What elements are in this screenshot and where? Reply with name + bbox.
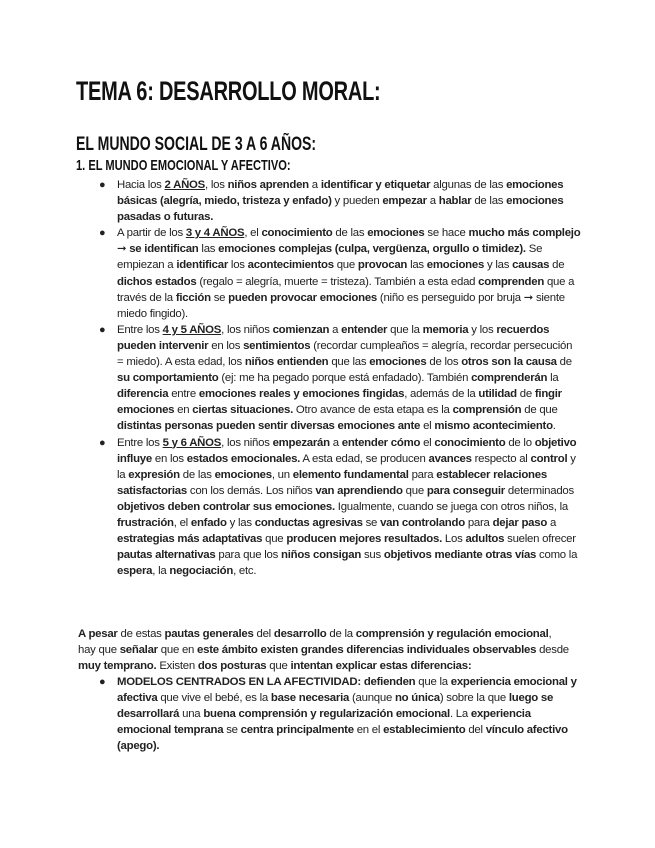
emphasis-text: adultos xyxy=(465,533,505,546)
emphasis-text: distintas personas pueden sentir diversas emociones ante xyxy=(117,420,421,433)
text-segment: que vive el bebé, es la xyxy=(157,692,271,705)
emphasis-text: acontecimientos xyxy=(247,259,334,272)
emphasis-text: mismo acontecimiento xyxy=(434,420,553,433)
emphasis-text: niños entienden xyxy=(244,356,329,369)
emphasis-text: ficción xyxy=(175,291,211,304)
text-segment: Igualmente, cuando se juega con otros niños, la xyxy=(334,500,568,513)
emphasis-text: emociones xyxy=(214,468,272,481)
emphasis-text: 4 y 5 AÑOS xyxy=(162,323,222,336)
text-segment: , los niños xyxy=(221,323,273,336)
emphasis-text: dichos estados xyxy=(117,275,197,288)
emphasis-text: experiencia emocional temprana xyxy=(117,708,531,737)
emphasis-text: elemento fundamental xyxy=(292,468,409,481)
emphasis-text: A pesar xyxy=(78,628,118,640)
text-segment: el xyxy=(420,436,435,449)
emphasis-text: establecer relaciones satisfactorias xyxy=(117,468,547,497)
emphasis-text: utilidad xyxy=(478,388,517,401)
text-segment: Otro avance de esta etapa es la xyxy=(293,404,453,417)
emphasis-text: para conseguir xyxy=(426,484,505,497)
text-segment: respecto al xyxy=(471,452,531,465)
emphasis-text: van controlando xyxy=(380,516,465,529)
text-segment: de los xyxy=(426,356,462,369)
list-item-text xyxy=(117,179,563,223)
text-segment: , hay que xyxy=(78,628,552,657)
text-segment: A partir de los xyxy=(117,227,186,240)
emphasis-text: objetivos deben controlar sus emociones. xyxy=(117,500,335,513)
text-segment: y pueden xyxy=(331,195,383,208)
text-segment: la xyxy=(547,372,559,385)
emphasis-text: luego se desarrollará xyxy=(117,692,554,721)
list-item-text xyxy=(117,676,577,752)
text-segment: se xyxy=(223,724,241,737)
text-segment: para xyxy=(464,516,493,529)
emphasis-text: objetivos mediante otras vías xyxy=(383,549,537,562)
emotional-development-list xyxy=(0,177,655,579)
emphasis-text: causas xyxy=(512,259,550,272)
emphasis-text: conocimiento xyxy=(261,227,333,240)
text-segment: y la xyxy=(117,452,576,481)
text-segment: del xyxy=(465,724,486,737)
text-segment: de xyxy=(549,259,565,272)
postures-list xyxy=(0,674,655,754)
text-segment: sus xyxy=(361,549,384,562)
emphasis-text: emociones xyxy=(369,356,427,369)
paragraph-text xyxy=(78,628,569,672)
text-segment: y las xyxy=(226,516,255,529)
emphasis-text: niños consigan xyxy=(280,549,362,562)
text-segment: para que los xyxy=(215,549,281,562)
text-segment: Los xyxy=(442,533,466,546)
emphasis-text: intentan explicar estas diferencias: xyxy=(290,660,472,673)
bullet-icon: ● xyxy=(99,436,106,449)
bullet-icon: ● xyxy=(99,179,106,191)
list-item xyxy=(0,435,581,580)
emphasis-text: emociones xyxy=(367,227,425,240)
emphasis-text: dejar paso xyxy=(492,516,548,529)
text-segment: Se empiezan a xyxy=(117,243,543,272)
emphasis-text: expresión xyxy=(128,468,180,481)
emphasis-text: frustración xyxy=(117,516,174,529)
text-segment: (ej: me ha pegado porque está enfadado). También xyxy=(218,372,472,385)
emphasis-text: empezar xyxy=(382,195,427,208)
text-segment: para xyxy=(408,468,437,481)
text-segment: , el xyxy=(173,516,191,529)
text-segment: (aunque xyxy=(349,692,395,705)
text-segment: de las xyxy=(471,195,507,208)
text-segment: , además de la xyxy=(404,388,479,401)
emphasis-text: sentimientos xyxy=(243,339,311,352)
text-segment: de xyxy=(556,356,572,369)
emphasis-text: comprenden xyxy=(478,275,545,288)
text-segment: como la xyxy=(536,549,578,562)
text-segment: Existen xyxy=(156,660,198,673)
text-segment: que xyxy=(402,484,427,497)
emphasis-text: comprensión y regulación emocional xyxy=(355,628,549,640)
text-segment: se xyxy=(362,516,381,529)
emphasis-text: conocimiento xyxy=(434,436,506,449)
emphasis-text: fingir emociones xyxy=(117,388,562,417)
emphasis-text: comprenderán xyxy=(471,372,548,385)
text-segment: (niño es perseguido por bruja ➞ siente miedo fingido). xyxy=(117,291,565,320)
text-segment: que xyxy=(262,533,287,546)
emphasis-text: muy temprano. xyxy=(78,660,157,673)
emphasis-text: memoria xyxy=(422,323,469,336)
text-segment: y los xyxy=(468,323,497,336)
text-segment: , etc. xyxy=(233,565,257,578)
subsection-title: 1. EL MUNDO EMOCIONAL Y AFECTIVO: xyxy=(76,157,291,174)
text-segment: que la xyxy=(387,323,423,336)
list-item xyxy=(0,177,581,225)
emphasis-text: emociones xyxy=(426,259,485,272)
text-segment: que la xyxy=(415,676,451,688)
text-segment: , los niños xyxy=(221,436,273,449)
emphasis-text: este ámbito existen grandes diferencias individuales observables xyxy=(197,644,537,657)
text-segment: en xyxy=(174,404,193,417)
emphasis-text: 2 AÑOS xyxy=(164,179,206,191)
emphasis-text: pautas alternativas xyxy=(117,549,216,562)
text-segment: Entre los xyxy=(117,436,163,449)
text-segment: en el xyxy=(353,724,384,737)
emphasis-text: comienzan xyxy=(272,323,330,336)
emphasis-text: su comportamiento xyxy=(117,372,219,385)
text-segment: (recordar cumpleaños = alegría, recordar persecución = miedo). A esta edad, los xyxy=(117,339,573,369)
emphasis-text: avances xyxy=(428,452,472,465)
emphasis-text: estrategias más adaptativas xyxy=(117,533,263,546)
emphasis-text: niños aprenden xyxy=(227,179,309,191)
emphasis-text: objetivo influye xyxy=(117,436,577,465)
emphasis-text: ciertas situaciones. xyxy=(192,404,293,417)
emphasis-text: dos posturas xyxy=(197,660,267,673)
text-segment: entre xyxy=(168,388,199,401)
text-segment: , el xyxy=(244,227,262,240)
text-segment: , un xyxy=(271,468,293,481)
emphasis-text: MODELOS CENTRADOS EN LA AFECTIVIDAD: xyxy=(117,676,361,688)
body-paragraph xyxy=(78,626,570,674)
emphasis-text: emociones básicas (alegría, miedo, tristeza y enfado) xyxy=(117,179,564,208)
text-segment: y las xyxy=(484,259,513,272)
emphasis-text: mucho más complejo ➞ se identifican xyxy=(117,227,581,256)
text-segment: las xyxy=(407,259,427,272)
list-item xyxy=(0,225,581,322)
text-segment: que xyxy=(333,259,358,272)
emphasis-text: estados emocionales. xyxy=(186,452,301,465)
text-segment: . La xyxy=(449,708,471,721)
emphasis-text: emociones complejas (culpa, vergüenza, orgullo o timidez). xyxy=(218,243,526,256)
text-segment: determinados xyxy=(505,484,574,497)
text-segment: A esta edad, se producen xyxy=(300,452,429,465)
text-segment: que a través de la xyxy=(117,275,575,304)
bullet-icon: ● xyxy=(99,227,106,240)
text-segment: de la xyxy=(326,628,356,640)
text-segment: de las xyxy=(179,468,215,481)
emphasis-text: experiencia emocional y afectiva xyxy=(117,676,577,705)
text-segment: de estas xyxy=(117,628,165,640)
emphasis-text: identificar xyxy=(176,259,228,272)
section-title: EL MUNDO SOCIAL DE 3 A 6 AÑOS: xyxy=(76,134,317,155)
emphasis-text: pueden provocar emociones xyxy=(228,291,377,304)
text-segment: desde xyxy=(536,644,569,657)
text-segment: a xyxy=(547,516,557,529)
emphasis-text: base necesaria xyxy=(270,692,350,705)
text-segment: ) sobre la que xyxy=(439,692,509,705)
emphasis-text: provocan xyxy=(357,259,408,272)
emphasis-text: identificar y etiquetar xyxy=(320,179,431,191)
text-segment: a xyxy=(329,323,342,336)
text-segment: del xyxy=(253,628,274,640)
emphasis-text: van aprendiendo xyxy=(315,484,403,497)
list-item-text xyxy=(117,324,572,433)
emphasis-text: vínculo afectivo (apego). xyxy=(117,724,568,753)
text-segment: , los xyxy=(205,179,228,191)
emphasis-text: espera xyxy=(117,565,153,578)
emphasis-text: control xyxy=(530,452,568,465)
emphasis-text: defienden xyxy=(363,676,416,688)
emphasis-text: centra principalmente xyxy=(240,724,354,737)
text-segment: en los xyxy=(208,339,244,352)
emphasis-text: no única xyxy=(394,692,440,705)
emphasis-text: entender xyxy=(341,323,388,336)
text-segment: que las xyxy=(328,356,370,369)
text-segment: suelen ofrecer xyxy=(504,533,576,546)
text-segment: las xyxy=(198,243,219,256)
text-segment: con los demás. Los niños xyxy=(186,484,316,497)
emphasis-text: 3 y 4 AÑOS xyxy=(185,227,245,240)
text-segment: de xyxy=(516,388,535,401)
list-item xyxy=(0,674,581,754)
emphasis-text: emociones reales y emociones fingidas xyxy=(198,388,405,401)
emphasis-text: comprensión xyxy=(452,404,522,417)
list-item-text xyxy=(117,227,580,319)
bullet-icon: ● xyxy=(99,323,106,336)
bullet-icon: ● xyxy=(99,676,106,688)
emphasis-text: diferencia xyxy=(117,388,169,401)
text-segment: de que xyxy=(521,404,558,417)
emphasis-text: enfado xyxy=(190,516,227,529)
list-item xyxy=(0,322,581,435)
emphasis-text: conductas agresivas xyxy=(254,516,363,529)
emphasis-text: otros son la causa xyxy=(461,356,557,369)
text-segment: de lo xyxy=(505,436,535,449)
emphasis-text: empezarán xyxy=(272,436,330,449)
text-segment: algunas de las xyxy=(430,179,507,191)
text-segment: que en xyxy=(157,644,198,657)
text-segment: Hacia los xyxy=(117,179,165,191)
emphasis-text: recuerdos pueden intervenir xyxy=(117,323,550,352)
text-segment: se xyxy=(210,291,229,304)
text-segment: a xyxy=(426,195,439,208)
emphasis-text: establecimiento xyxy=(383,724,466,737)
emphasis-text: 5 y 6 AÑOS xyxy=(162,436,222,449)
emphasis-text: entender cómo xyxy=(341,436,421,449)
text-segment: el xyxy=(420,420,435,433)
text-segment: . xyxy=(552,420,556,433)
emphasis-text: pautas generales xyxy=(164,628,254,640)
emphasis-text: señalar xyxy=(119,644,158,657)
text-segment: que xyxy=(266,660,291,673)
emphasis-text: emociones pasadas o futuras. xyxy=(117,195,564,224)
text-segment: a xyxy=(329,436,342,449)
text-segment: , la xyxy=(152,565,170,578)
text-segment: Entre los xyxy=(117,323,163,336)
emphasis-text: hablar xyxy=(438,195,472,208)
page-title: TEMA 6: DESARROLLO MORAL: xyxy=(76,76,381,106)
text-segment: una xyxy=(179,708,204,721)
emphasis-text: buena comprensión y regularización emocional xyxy=(203,708,450,721)
list-item-text xyxy=(117,437,577,578)
text-segment: (regalo = alegría, muerte = tristeza). También a esta edad xyxy=(196,275,479,288)
text-segment: a xyxy=(308,179,321,191)
text-segment: los xyxy=(228,259,248,272)
text-segment: se hace xyxy=(424,227,469,240)
text-segment: en los xyxy=(151,452,187,465)
emphasis-text: producen mejores resultados. xyxy=(286,533,442,546)
text-segment: de las xyxy=(332,227,368,240)
emphasis-text: desarrollo xyxy=(273,628,327,640)
emphasis-text: negociación xyxy=(169,565,234,578)
